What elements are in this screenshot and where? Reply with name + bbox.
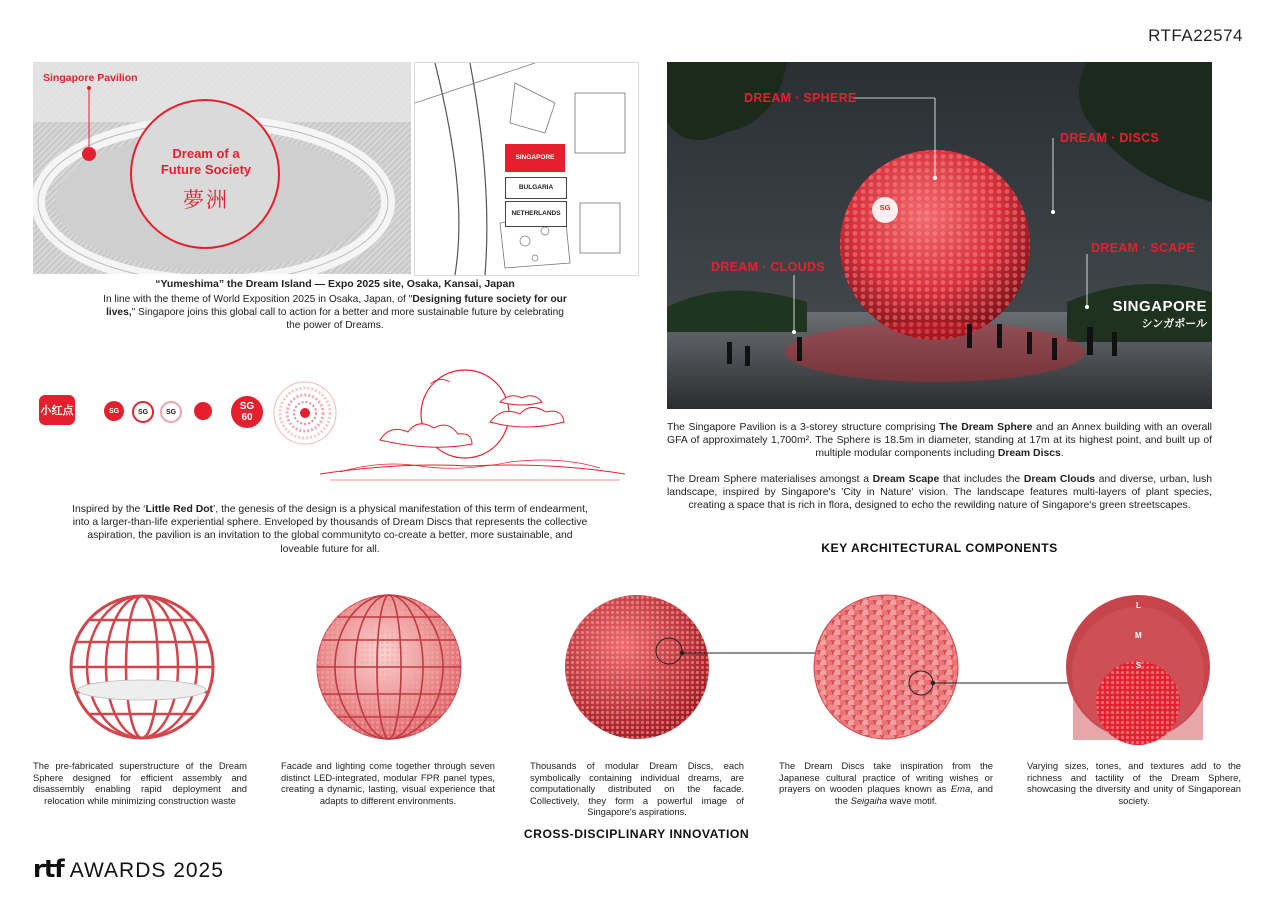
component-text-4 bbox=[779, 760, 993, 806]
pavilion-label: Singapore Pavilion bbox=[43, 72, 138, 84]
pavilion-marker bbox=[82, 147, 96, 161]
desc-p2-e: and diverse, urban, lush landscape, inspired by Singapore's 'City in Nature' vision. The landscape features multi-layers of plant species, creating a space that is rich in flora, designed to echo the rewilding nature of Singapore's green streetscapes. bbox=[667, 474, 1212, 511]
component-text-5: Varying sizes, tones, and textures add to the richness and tactility of the Dream Sphere, showcasing the diversity and unity of Singaporean society. bbox=[1027, 760, 1241, 806]
little-red-dot-logo bbox=[39, 395, 75, 425]
footer-branding bbox=[33, 855, 224, 883]
concept-text-2: ’, the genesis of the design is a physical manifestation of this term of endearment, into a larger-than-life experiential sphere. Enveloped by thousands of Dream Discs that represents the collective aspiration, the pavilion is an invitation to the global communityto co-create a better, more sustainable, and loveable future for all. bbox=[72, 504, 588, 555]
size-label-l: L bbox=[1136, 601, 1141, 610]
project-code: RTFA22574 bbox=[1148, 26, 1243, 45]
render-illustration bbox=[667, 62, 1212, 409]
site-caption-title: “Yumeshima” the Dream Island — Expo 2025 site, Osaka, Kansai, Japan bbox=[155, 278, 515, 290]
ring-title: Dream of a Future Society bbox=[160, 146, 252, 177]
key-components-heading: KEY ARCHITECTURAL COMPONENTS bbox=[821, 541, 1058, 555]
map-label-netherlands: NETHERLANDS bbox=[505, 201, 567, 227]
sg60-logo bbox=[231, 396, 263, 428]
singapore-sign bbox=[1107, 298, 1207, 331]
red-dot-logo bbox=[194, 402, 212, 420]
cross-disciplinary-heading: CROSS-DISCIPLINARY INNOVATION bbox=[523, 827, 750, 841]
desc-p1-a: The Singapore Pavilion is a 3-storey structure comprising bbox=[667, 422, 940, 433]
label-dream-scape: DREAM · SCAPE bbox=[1091, 241, 1195, 255]
size-label-m: M bbox=[1135, 631, 1142, 640]
pavilion-render bbox=[667, 62, 1212, 409]
desc-p1-e: . bbox=[1060, 448, 1064, 459]
concept-text bbox=[70, 503, 590, 556]
component-text-4c: wave motif. bbox=[887, 794, 938, 806]
desc-p2-c: that includes the bbox=[939, 474, 1024, 485]
ring-kanji: 夢洲 bbox=[183, 189, 229, 212]
concept-sketch bbox=[320, 362, 630, 487]
superstructure-sphere bbox=[71, 596, 213, 738]
component-text-2: Facade and lighting come together through seven distinct LED-integrated, modular FPR panel types, creating a dynamic, lasting, visual experience that adapts to different environments. bbox=[281, 760, 495, 806]
site-caption-emphasis: Designing future society for our lives, bbox=[106, 294, 567, 319]
size-label-s: S bbox=[1136, 661, 1142, 670]
sg-logo-1-text: SG bbox=[108, 407, 120, 415]
concept-text-emphasis: Little Red Dot bbox=[145, 504, 214, 515]
map-label-singapore: SINGAPORE bbox=[505, 144, 565, 172]
sign-jp: シンガポール bbox=[1141, 318, 1207, 330]
component-text-4b: , and the bbox=[834, 783, 994, 806]
sg60-bottom: 60 bbox=[241, 412, 253, 423]
site-aerial-image bbox=[33, 62, 411, 274]
sg-logo-2 bbox=[132, 401, 154, 423]
component-text-3: Thousands of modular Dream Discs, each symbolically containing individual dreams, are computationally distributed on the facade. Collectively, they form a powerful image of Singapore's aspirations. bbox=[530, 760, 744, 818]
led-facade-sphere bbox=[317, 595, 461, 739]
sg-logo-3 bbox=[160, 401, 182, 423]
map-label-bulgaria: BULGARIA bbox=[505, 177, 567, 199]
site-map bbox=[414, 62, 639, 276]
concept-text-1: Inspired by the ‘ bbox=[72, 504, 146, 515]
site-caption-text-1: In line with the theme of World Exposition 2025 in Osaka, Japan, of " bbox=[103, 294, 413, 305]
desc-p2-a: The Dream Sphere materialises amongst a bbox=[667, 474, 873, 485]
component-spheres bbox=[0, 590, 1273, 760]
rtf-logo: rtf bbox=[33, 855, 64, 883]
desc-p1-c: and an Annex building with an overall GFA of approximately 1,700m². The Sphere is 18.5m in diameter, standing at 17m at its highest point, and built up of multiple modular components including bbox=[667, 422, 1212, 459]
component-text-4-seigaiha: Seigaiha bbox=[850, 794, 888, 806]
site-caption-text-2: " Singapore joins this global call to action for a better and more sustainable future by celebrating the power of Dreams. bbox=[131, 307, 564, 332]
sg60-top: SG bbox=[239, 401, 255, 412]
component-text-1: The pre-fabricated superstructure of the Dream Sphere designed for efficient assembly and disassembly enabling rapid deployment and relocation while minimizing construction waste bbox=[33, 760, 247, 806]
site-caption-body bbox=[100, 293, 570, 333]
label-dream-clouds: DREAM · CLOUDS bbox=[711, 260, 825, 274]
desc-p1-d: Dream Discs bbox=[997, 448, 1061, 459]
seigaiha-detail bbox=[814, 595, 1072, 739]
sg-logo-1 bbox=[104, 401, 124, 421]
dream-discs-sphere bbox=[565, 595, 820, 739]
component-text-4a: The Dream Discs take inspiration from the Japanese cultural practice of writing wishes or prayers on wooden plaques known as bbox=[779, 760, 993, 795]
sphere-sg-mark: SG bbox=[879, 203, 891, 212]
pavilion-description bbox=[667, 421, 1212, 512]
disc-size-layers bbox=[1066, 595, 1210, 745]
desc-p2-d: Dream Clouds bbox=[1023, 474, 1096, 485]
sg-logo-3-text: SG bbox=[165, 408, 177, 416]
label-dream-sphere: DREAM · SPHERE bbox=[744, 91, 857, 105]
awards-label: AWARDS 2025 bbox=[69, 859, 224, 882]
label-dream-discs: DREAM · DISCS bbox=[1060, 131, 1160, 145]
component-text-4-ema: Ema bbox=[950, 783, 971, 795]
sg-logo-2-text: SG bbox=[137, 408, 149, 416]
desc-p1-b: The Dream Sphere bbox=[939, 422, 1033, 433]
sign-en: SINGAPORE bbox=[1112, 298, 1207, 315]
desc-p2-b: Dream Scape bbox=[872, 474, 940, 485]
little-red-dot-text: 小红点 bbox=[40, 405, 74, 417]
